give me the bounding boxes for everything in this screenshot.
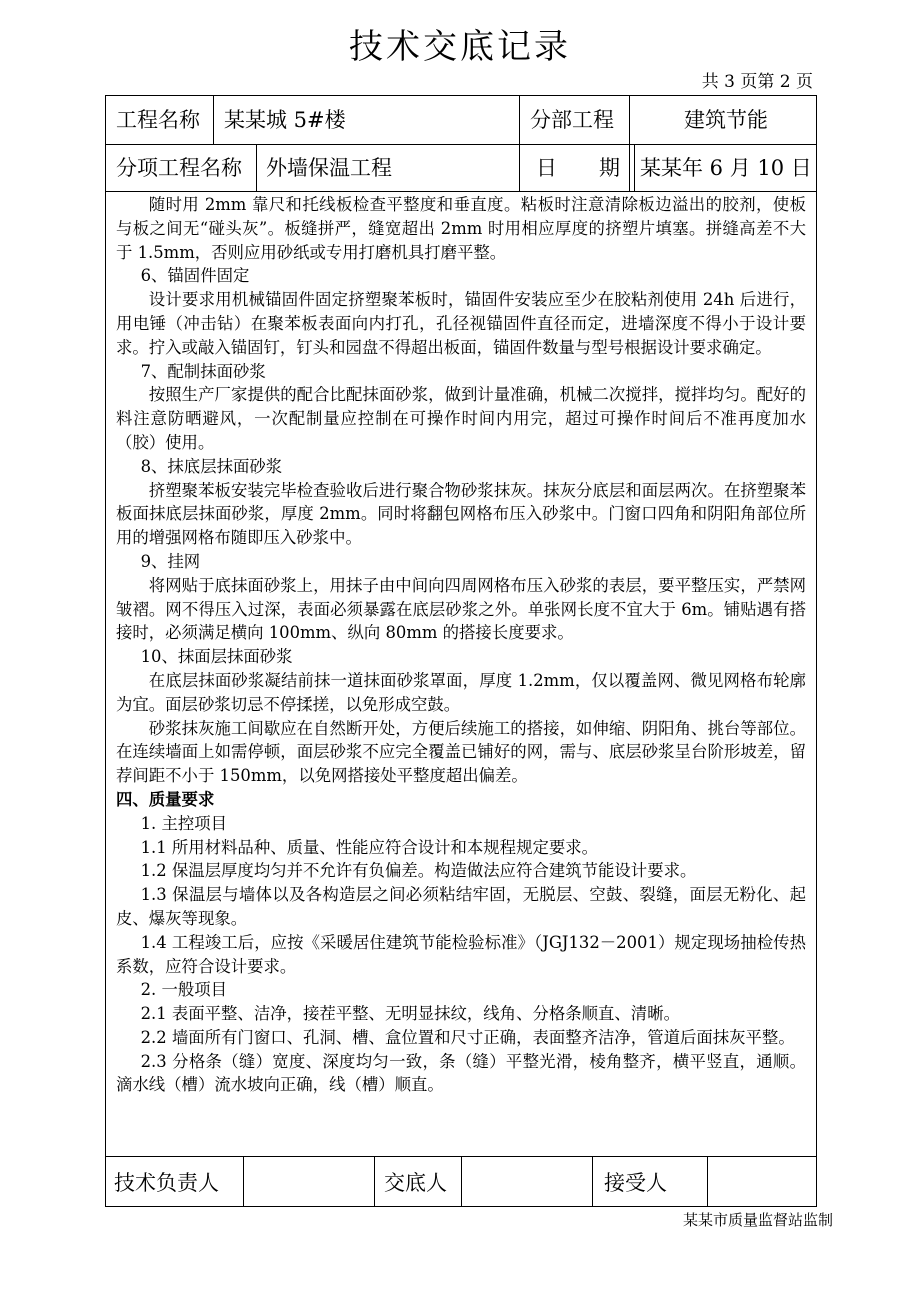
- disclosure-content: [116, 193, 806, 1097]
- column-divider: [256, 144, 257, 191]
- column-divider: [592, 1156, 593, 1206]
- requirement-item: 2.3 分格条（缝）宽度、深度均匀一致，条（缝）平整光滑，棱角整齐，横平竖直，通顺。滴水线（槽）流水坡向正确，线（槽）顺直。: [116, 1051, 806, 1095]
- column-divider: [461, 1156, 462, 1206]
- section-heading: 7、配制抹面砂浆: [140, 361, 266, 381]
- column-divider: [243, 1156, 244, 1206]
- division-label: 分部工程: [530, 108, 614, 132]
- requirement-item: 1.4 工程竣工后，应按《采暖居住建筑节能检验标准》（JGJ132－2001）规定现场抽检传热系数，应符合设计要求。: [116, 932, 806, 976]
- paragraph: 将网贴于底抹面砂浆上，用抹子由中间向四周网格布压入砂浆的表层，要平整压实，严禁网皱褶。网不得压入过深，表面必须暴露在底层砂浆之外。单张网长度不宜大于 6m。铺贴遇有搭接时，必须满足横向 100mm、纵向 80mm 的搭接长度要求。: [116, 575, 806, 643]
- chapter-heading: 四、质量要求: [116, 789, 215, 809]
- paragraph: 挤塑聚苯板安装完毕检查验收后进行聚合物砂浆抹灰。抹灰分底层和面层两次。在挤塑聚苯板面抹底层抹面砂浆，厚度 2mm。同时将翻包网格布压入砂浆中。门窗口四角和阴阳角部位所用的增强网格布随即压入砂浆中。: [116, 480, 806, 548]
- paragraph: 随时用 2mm 靠尺和托线板检查平整度和垂直度。粘板时注意清除板边溢出的胶剂，使板与板之间无“碰头灰”。板缝拼严，缝宽超出 2mm 时用相应厚度的挤塑片填塞。拼缝高差不大于 1.5mm，否则应用砂纸或专用打磨机具打磨平整。: [116, 195, 806, 262]
- requirement-item: 1.3 保温层与墙体以及各构造层之间必须粘结牢固，无脱层、空鼓、裂缝，面层无粉化、起皮、爆灰等现象。: [116, 885, 806, 928]
- section-heading: 10、抹面层抹面砂浆: [140, 647, 293, 667]
- column-divider: [519, 96, 520, 191]
- project-name-value: 某某城 5#楼: [224, 108, 346, 132]
- record-table: [105, 95, 817, 1207]
- paragraph: 设计要求用机械锚固件固定挤塑聚苯板时，锚固件安装应至少在胶粘剂使用 24h 后进行，用电锤（冲击钻）在聚苯板表面向内打孔，孔径视锚固件直径而定，进墙深度不得小于设计要求。拧入或敲入锚固钉，钉头和园盘不得超出板面，锚固件数量与型号根据设计要求确定。: [116, 290, 806, 357]
- paragraph: 砂浆抹灰施工间歇应在自然断开处，方便后续施工的搭接，如伸缩、阴阳角、挑台等部位。在连续墙面上如需停顿，面层砂浆不应完全覆盖已铺好的网，需与、底层砂浆呈台阶形坡差，留荐间距不小于 150mm，以免网搭接处平整度超出偏差。: [116, 718, 806, 786]
- column-divider: [629, 96, 630, 191]
- column-divider: [374, 1156, 375, 1206]
- date-value: 某某年 6 月 10 日: [640, 156, 812, 180]
- column-divider: [634, 144, 635, 191]
- row-divider: [106, 191, 816, 192]
- section-heading: 9、挂网: [140, 551, 201, 571]
- document-title: 技术交底记录: [349, 27, 571, 67]
- subsection-heading: 1. 主控项目: [140, 813, 228, 833]
- subitem-label: 分项工程名称: [116, 156, 242, 180]
- column-divider: [213, 96, 214, 144]
- division-value: 建筑节能: [684, 108, 768, 132]
- section-heading: 6、锚固件固定: [140, 266, 250, 286]
- page-indicator: 共 3 页第 2 页: [701, 72, 813, 92]
- subsection-heading: 2. 一般项目: [140, 980, 228, 1000]
- requirement-item: 1.1 所用材料品种、质量、性能应符合设计和本规程规定要求。: [140, 837, 599, 857]
- tech-lead-label: 技术负责人: [114, 1171, 219, 1195]
- project-name-label: 工程名称: [116, 108, 200, 132]
- requirement-item: 2.2 墙面所有门窗口、孔洞、槽、盒位置和尺寸正确，表面整齐洁净，管道后面抹灰平整。: [140, 1027, 795, 1047]
- requirement-item: 1.2 保温层厚度均匀并不允许有负偏差。构造做法应符合建筑节能设计要求。: [140, 861, 697, 881]
- paragraph: 按照生产厂家提供的配合比配抹面砂浆，做到计量准确，机械二次搅拌，搅拌均匀。配好的料注意防晒避风，一次配制量应控制在可操作时间内用完，超过可操作时间后不准再度加水（胶）使用。: [116, 385, 806, 452]
- subitem-value: 外墙保温工程: [266, 156, 392, 180]
- discloser-label: 交底人: [384, 1171, 447, 1195]
- requirement-item: 2.1 表面平整、洁净，接茬平整、无明显抹纹，线角、分格条顺直、清晰。: [140, 1004, 680, 1024]
- receiver-label: 接受人: [604, 1171, 667, 1195]
- issuer-footer: 某某市质量监督站监制: [682, 1211, 833, 1229]
- section-heading: 8、抹底层抹面砂浆: [140, 456, 283, 476]
- paragraph: 在底层抹面砂浆凝结前抹一道抹面砂浆罩面，厚度 1.2mm，仅以覆盖网、微见网格布轮廓为宜。面层砂浆切忌不停揉搓，以免形成空鼓。: [116, 670, 806, 714]
- column-divider: [707, 1156, 708, 1206]
- row-divider: [106, 144, 816, 145]
- date-label: 日 期: [536, 156, 620, 180]
